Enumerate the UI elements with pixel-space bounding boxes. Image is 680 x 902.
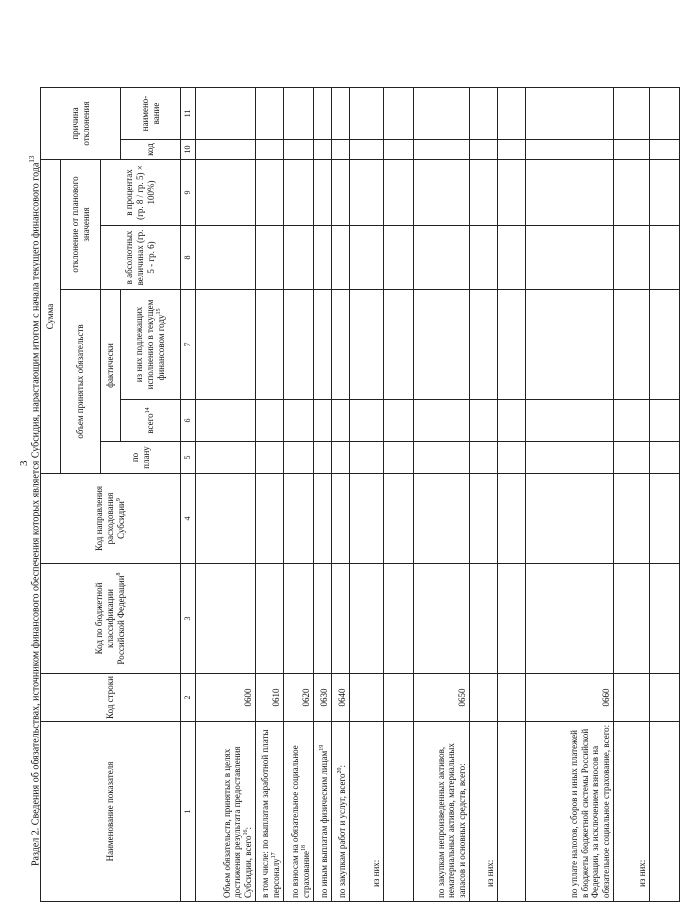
value-cell[interactable] [384,564,414,674]
header-abs: в абсолютных величинах (гр. 5 - гр. 6) [101,226,181,290]
row-code: 0610 [256,674,284,722]
header-direction-code-text: Код направления расходования Субсидии [94,485,126,552]
row-name [314,722,332,902]
row-name [498,722,526,902]
value-cell[interactable] [314,88,332,140]
value-cell[interactable] [470,88,498,140]
value-cell[interactable] [284,564,314,674]
table-body [196,88,680,902]
value-cell[interactable] [470,400,498,442]
value-cell[interactable] [650,290,680,400]
value-cell[interactable] [196,442,256,474]
table-row [384,88,414,902]
value-cell[interactable] [498,290,526,400]
value-cell[interactable] [314,290,332,400]
row-code: 0650 [414,674,470,722]
header-budget-code-text: Код по бюджетной классификации Российской Федерации [94,575,126,665]
table-row [614,88,650,902]
value-cell[interactable] [332,140,350,160]
column-number-cell: 3 [181,564,196,674]
column-number-cell: 11 [181,88,196,140]
value-cell[interactable] [526,290,614,400]
header-reason-code: код [121,140,181,160]
value-cell[interactable] [414,226,470,290]
row-code [650,674,680,722]
value-cell[interactable] [196,474,256,564]
table-row [414,88,470,902]
row-code: 0630 [314,674,332,722]
row-name [332,722,350,902]
value-cell[interactable] [526,474,614,564]
value-cell[interactable] [414,400,470,442]
value-cell[interactable] [614,564,650,674]
header-to-execute-note: 15 [155,308,162,315]
column-number-cell: 6 [181,400,196,442]
value-cell[interactable] [614,88,650,140]
value-cell[interactable] [470,140,498,160]
value-cell[interactable] [314,226,332,290]
value-cell[interactable] [196,564,256,674]
row-name [470,722,498,902]
value-cell[interactable] [614,474,650,564]
header-total [121,400,181,442]
table-row [196,88,256,902]
value-cell[interactable] [256,442,284,474]
obligations-table [40,87,680,902]
row-name-text: по закупкам работ и услуг, всего [337,773,348,898]
value-cell[interactable] [314,400,332,442]
value-cell[interactable] [526,400,614,442]
table-row [526,88,614,902]
table-row [650,88,680,902]
header-name: Наименование показателя [41,722,181,902]
value-cell[interactable] [196,226,256,290]
value-cell[interactable] [498,400,526,442]
value-cell[interactable] [414,474,470,564]
row-name-note: 20 [337,767,344,774]
column-number-cell: 4 [181,474,196,564]
value-cell[interactable] [614,140,650,160]
row-name-suffix: : [337,765,348,768]
value-cell[interactable] [414,442,470,474]
header-sum: Сумма [41,160,61,474]
section-title-text: Раздел 2. Сведения об обязательствах, источником финансового обеспечения которых является Субсидия, нарастающим итогом с начала текущего финансового года [30,162,42,866]
header-actual: фактически [101,290,121,442]
column-number-cell: 9 [181,160,196,226]
value-cell[interactable] [256,140,284,160]
value-cell[interactable] [284,290,314,400]
header-budget-code-note: 8 [115,572,122,576]
value-cell[interactable] [332,160,350,226]
value-cell[interactable] [614,290,650,400]
value-cell[interactable] [498,564,526,674]
value-cell[interactable] [332,400,350,442]
row-name [350,722,384,902]
value-cell[interactable] [650,226,680,290]
value-cell[interactable] [332,442,350,474]
value-cell[interactable] [196,400,256,442]
header-reason-name: наимено-вание [121,88,181,140]
value-cell[interactable] [314,160,332,226]
value-cell[interactable] [196,290,256,400]
value-cell[interactable] [414,564,470,674]
row-code [470,674,498,722]
value-cell[interactable] [384,226,414,290]
value-cell[interactable] [350,400,384,442]
value-cell[interactable] [284,442,314,474]
column-number-cell: 2 [181,674,196,722]
value-cell[interactable] [314,442,332,474]
value-cell[interactable] [470,442,498,474]
row-code [384,674,414,722]
value-cell[interactable] [332,564,350,674]
value-cell[interactable] [284,140,314,160]
value-cell[interactable] [350,564,384,674]
row-name-text: Объем обязательств, принятых в целях достижения результата предоставления Субсидии, всего [221,746,254,898]
table-row [470,88,498,902]
value-cell[interactable] [256,290,284,400]
value-cell[interactable] [650,88,680,140]
value-cell[interactable] [498,442,526,474]
row-name [526,722,614,902]
row-code [498,674,526,722]
value-cell[interactable] [384,400,414,442]
section-title-note: 13 [28,155,36,163]
row-name-text: из них: [371,859,382,887]
header-pct: в процентах (гр. 8 / гр. 5) × 100%) [101,160,181,226]
row-name [650,722,680,902]
value-cell[interactable] [256,226,284,290]
row-name-text: по уплате налогов, сборов и иных платежей в бюджеты бюджетной системы Российской Федерации, за исключением взносов на обязательное социальное страхование, всего: [568,724,612,898]
value-cell[interactable] [314,564,332,674]
value-cell[interactable] [614,442,650,474]
value-cell[interactable] [414,140,470,160]
value-cell[interactable] [284,226,314,290]
value-cell[interactable] [350,290,384,400]
row-name [614,722,650,902]
value-cell[interactable] [526,140,614,160]
value-cell[interactable] [614,226,650,290]
header-to-execute-text: из них подлежащих исполнению в текущем финансовом году [134,299,166,390]
value-cell[interactable] [350,226,384,290]
row-code: 0600 [196,674,256,722]
row-name [284,722,314,902]
value-cell[interactable] [414,88,470,140]
value-cell[interactable] [384,88,414,140]
value-cell[interactable] [650,474,680,564]
value-cell[interactable] [350,474,384,564]
row-name-text: по иным выплатам физическим лицам [319,750,330,898]
value-cell[interactable] [470,160,498,226]
header-direction-code-note: 9 [115,498,122,502]
value-cell[interactable] [650,160,680,226]
row-name-text: из них: [485,859,496,887]
row-name-note: 18 [301,845,308,852]
value-cell[interactable] [284,88,314,140]
column-number-cell: 5 [181,442,196,474]
header-total-note: 14 [145,407,152,414]
value-cell[interactable] [414,160,470,226]
value-cell[interactable] [284,160,314,226]
value-cell[interactable] [614,400,650,442]
value-cell[interactable] [284,400,314,442]
row-name-text: в том числе: по выплатам заработной платы персоналу [260,729,282,898]
row-name-note: 17 [271,852,278,859]
header-direction-code [41,474,181,564]
value-cell[interactable] [350,160,384,226]
table-row [284,88,314,902]
value-cell[interactable] [350,442,384,474]
value-cell[interactable] [526,226,614,290]
value-cell[interactable] [256,400,284,442]
header-reason: причина отклонения [41,88,121,160]
value-cell[interactable] [526,442,614,474]
header-obligations: объем принятых обязательств [61,290,101,474]
column-number-cell: 1 [181,722,196,902]
value-cell[interactable] [196,160,256,226]
page-number: 3 [18,460,30,466]
row-name-text: из них: [637,859,648,887]
value-cell[interactable] [314,474,332,564]
value-cell[interactable] [498,88,526,140]
row-name-suffix: : [243,826,254,830]
header-deviation: отклонение от планового значения [61,160,101,290]
value-cell[interactable] [256,474,284,564]
row-name-text: по закупкам непроизведенных активов, нематериальных активов, материальных запасов и основных средств, всего: [435,743,468,898]
value-cell[interactable] [526,160,614,226]
row-name [384,722,414,902]
value-cell[interactable] [350,88,384,140]
value-cell[interactable] [384,290,414,400]
value-cell[interactable] [470,226,498,290]
value-cell[interactable] [350,140,384,160]
value-cell[interactable] [650,442,680,474]
value-cell[interactable] [498,474,526,564]
column-number-cell: 8 [181,226,196,290]
header-to-execute [121,290,181,400]
value-cell[interactable] [314,140,332,160]
value-cell[interactable] [332,226,350,290]
column-number-cell: 7 [181,290,196,400]
table-row [350,88,384,902]
value-cell[interactable] [332,88,350,140]
value-cell[interactable] [526,564,614,674]
value-cell[interactable] [332,474,350,564]
row-name-text: по взносам на обязательное социальное страхование [290,745,312,898]
row-code: 0660 [526,674,614,722]
row-name-note: 19 [319,744,326,751]
value-cell[interactable] [256,160,284,226]
value-cell[interactable] [384,140,414,160]
value-cell[interactable] [196,88,256,140]
value-cell[interactable] [526,88,614,140]
value-cell[interactable] [256,88,284,140]
header-budget-code [41,564,181,674]
value-cell[interactable] [614,160,650,226]
header-row-code: Код строки [41,674,181,722]
row-code: 0620 [284,674,314,722]
value-cell[interactable] [384,160,414,226]
value-cell[interactable] [470,474,498,564]
table-row [498,88,526,902]
value-cell[interactable] [196,140,256,160]
header-plan: по плану [101,442,181,474]
value-cell[interactable] [256,564,284,674]
row-name [414,722,470,902]
row-code: 0640 [332,674,350,722]
value-cell[interactable] [384,474,414,564]
value-cell[interactable] [470,564,498,674]
value-cell[interactable] [498,226,526,290]
value-cell[interactable] [414,290,470,400]
row-code [350,674,384,722]
value-cell[interactable] [650,400,680,442]
value-cell[interactable] [384,442,414,474]
value-cell[interactable] [284,474,314,564]
value-cell[interactable] [650,564,680,674]
row-code [614,674,650,722]
value-cell[interactable] [470,290,498,400]
value-cell[interactable] [498,160,526,226]
value-cell[interactable] [650,140,680,160]
column-number-row [181,88,196,902]
row-name [196,722,256,902]
row-name [256,722,284,902]
header-total-text: всего [145,413,156,434]
table-row [314,88,332,902]
value-cell[interactable] [498,140,526,160]
table-row [332,88,350,902]
column-number-cell: 10 [181,140,196,160]
value-cell[interactable] [332,290,350,400]
table-row [256,88,284,902]
row-name-note: 16 [243,829,250,836]
